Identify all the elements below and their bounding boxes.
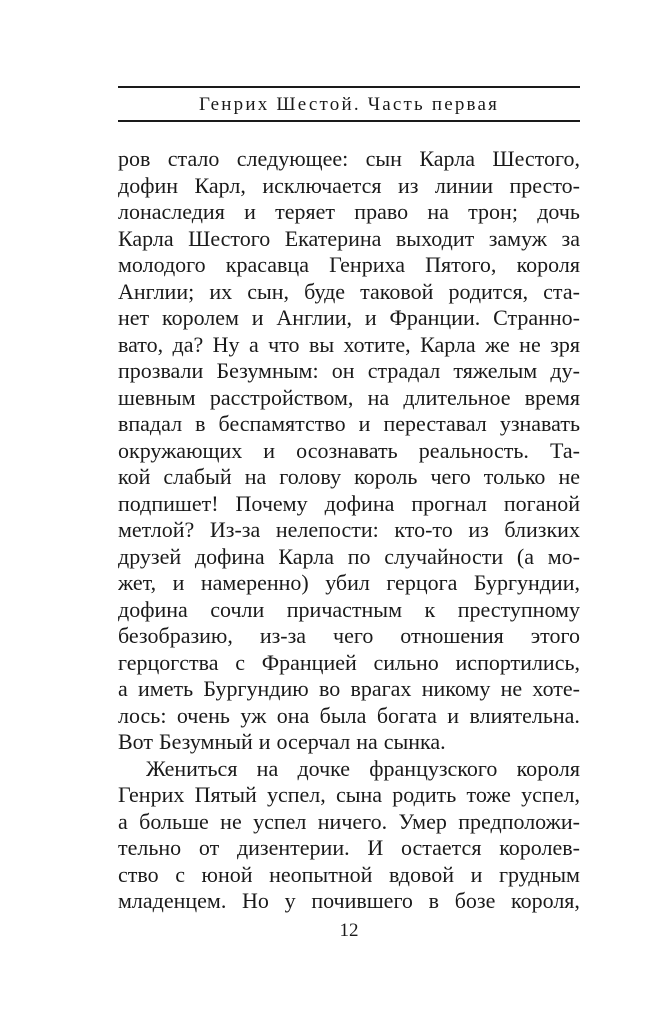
text-line: а иметь Бургундию во врагах никому не хоте- bbox=[118, 676, 580, 701]
text-line: метлой? Из-за нелепости: кто-то из близких bbox=[118, 517, 580, 542]
text-line: кой слабый на голову король чего только не bbox=[118, 464, 580, 489]
text-line: молодого красавца Генриха Пятого, короля bbox=[118, 252, 580, 277]
text-line: ров стало следующее: сын Карла Шестого, bbox=[118, 146, 580, 171]
text-line: нет королем и Англии, и Франции. Странно- bbox=[118, 305, 580, 330]
text-line: окружающих и осознавать реальность. Та- bbox=[118, 437, 580, 463]
text-line: жет, и намеренно) убил герцога Бургундии, bbox=[118, 570, 580, 595]
text-line: шевным расстройством, на длительное время bbox=[118, 384, 580, 410]
text-line: дофина сочли причастным к преступному bbox=[118, 596, 580, 622]
text-line: Жениться на дочке французского короля bbox=[146, 755, 580, 781]
text-line: лонаследия и теряет право на трон; дочь bbox=[118, 199, 580, 224]
header-rule-bottom bbox=[118, 120, 580, 122]
text-line: лось: очень уж она была богата и влиятельна. bbox=[118, 702, 580, 728]
text-line: впадал в беспамятство и переставал узнавать bbox=[118, 411, 580, 436]
text-line: а больше не успел ничего. Умер предположи- bbox=[118, 808, 580, 834]
text-line: Карла Шестого Екатерина выходит замуж за bbox=[118, 225, 580, 251]
text-line: прозвали Безумным: он страдал тяжелым ду- bbox=[118, 358, 580, 383]
text-line: дофин Карл, исключается из линии престо- bbox=[118, 172, 580, 198]
text-line: ство с юной неопытной вдовой и грудным bbox=[118, 861, 580, 887]
text-line: Вот Безумный и осерчал на сынка. bbox=[118, 729, 446, 754]
header-rule-top bbox=[118, 86, 580, 88]
text-line: безобразию, из-за чего отношения этого bbox=[118, 623, 580, 648]
body-text bbox=[118, 146, 580, 915]
page-number: 12 bbox=[339, 920, 359, 941]
text-line: герцогства с Францией сильно испортились, bbox=[118, 649, 580, 675]
text-line: Англии; их сын, буде таковой родится, ста- bbox=[118, 278, 580, 304]
text-line: подпишет! Почему дофина прогнал поганой bbox=[118, 490, 580, 516]
text-line: вато, да? Ну а что вы хотите, Карла же не зря bbox=[118, 331, 580, 357]
running-head-title: Генрих Шестой. Часть первая bbox=[198, 94, 500, 115]
text-line: друзей дофина Карла по случайности (а мо- bbox=[118, 543, 580, 569]
text-line: тельно от дизентерии. И остается королев- bbox=[118, 835, 580, 860]
text-line: Генрих Пятый успел, сына родить тоже успел, bbox=[118, 782, 580, 807]
text-line: младенцем. Но у почившего в бозе короля, bbox=[118, 888, 580, 913]
